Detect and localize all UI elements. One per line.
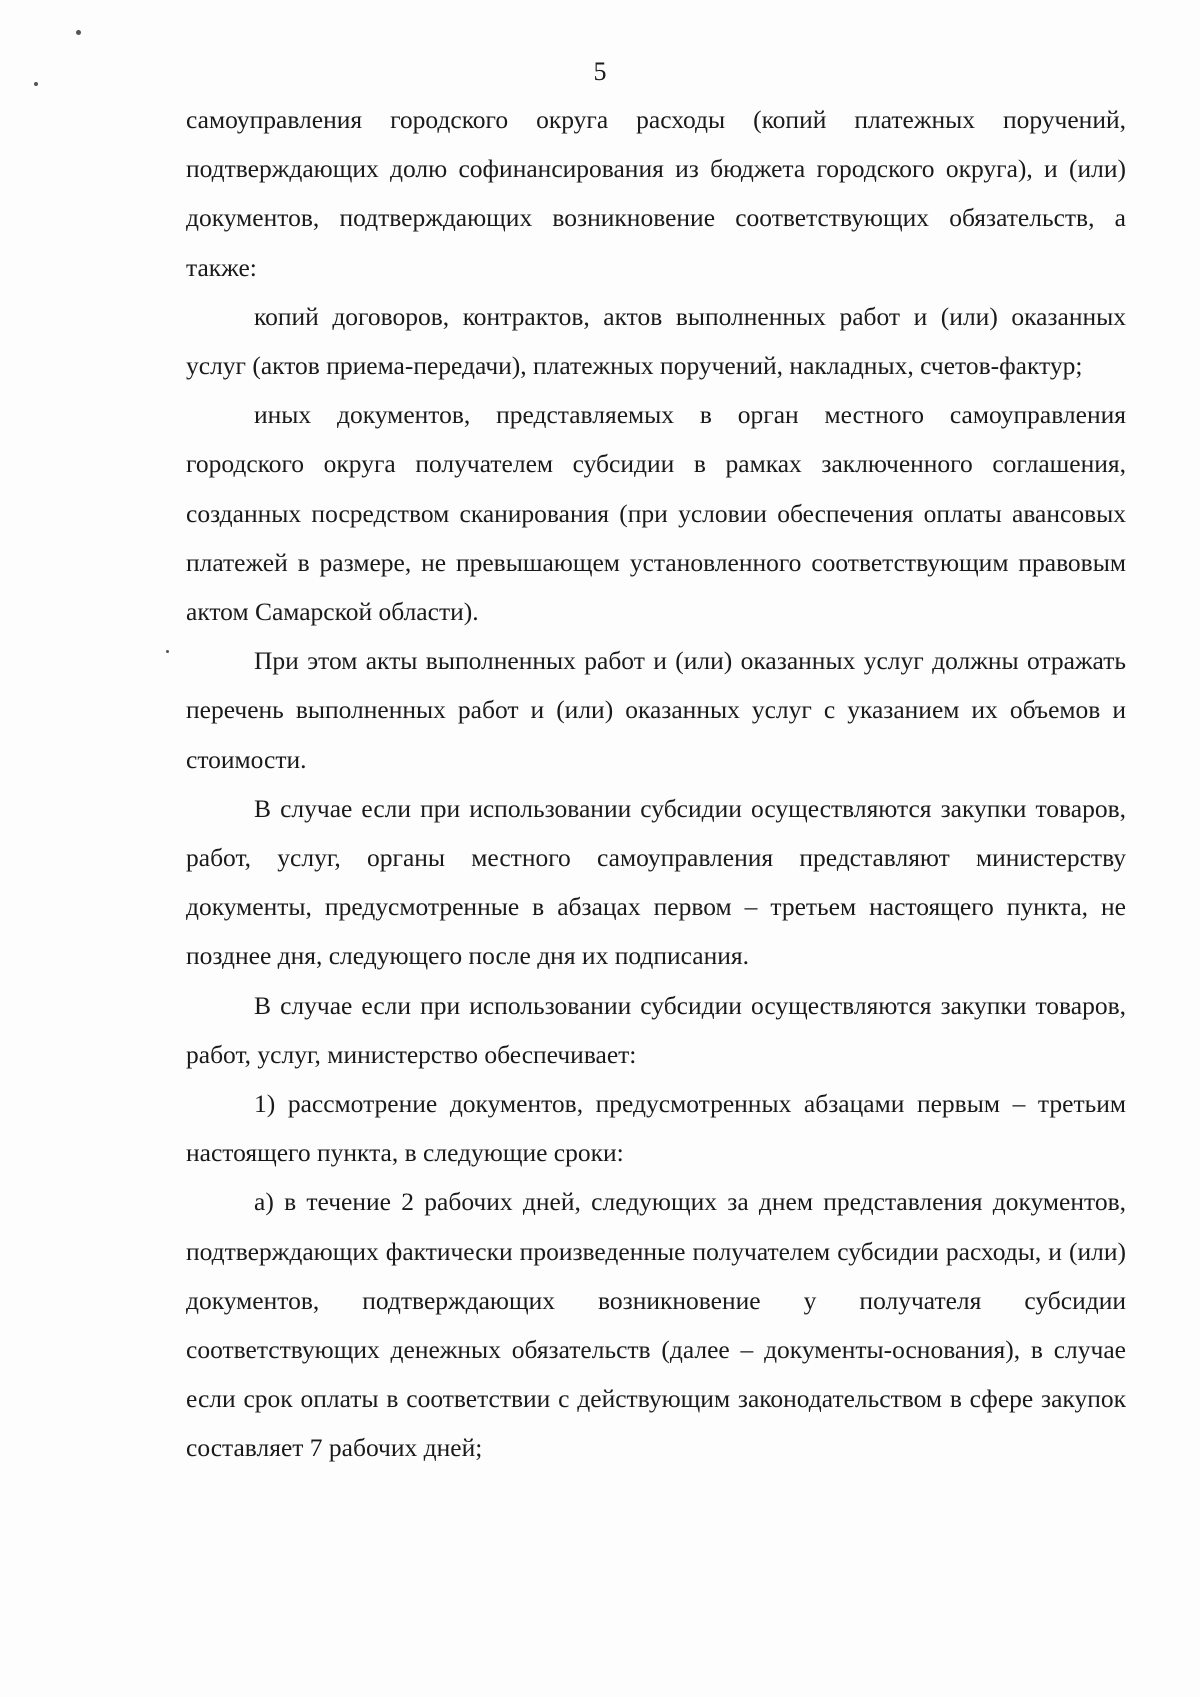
scan-speck — [166, 650, 169, 653]
list-item: 1) рассмотрение документов, предусмотренных абзацами первым – третьим настоящего пункта, в следующие сроки: — [186, 1089, 1126, 1168]
list-subitem: а) в течение 2 рабочих дней, следующих за днем представления документов, подтверждающих фактически произведенные получателем субсидии расходы, и (или) документов, подтверждающих возникновение у получателя субсидии соответствующих денежных обязательств (далее – документы-основания), в случае если срок оплаты в соответствии с действующим законодательством в сфере закупок составляет 7 рабочих дней; — [186, 1187, 1126, 1463]
paragraph: В случае если при использовании субсидии осуществляются закупки товаров, работ, услуг, министерство обеспечивает: — [186, 990, 1126, 1069]
paragraph: При этом акты выполненных работ и (или) оказанных услуг должны отражать перечень выполненных работ и (или) оказанных услуг с указанием их объемов и стоимости. — [186, 646, 1126, 774]
paragraph: В случае если при использовании субсидии осуществляются закупки товаров, работ, услуг, органы местного самоуправления представляют министерству документы, предусмотренные в абзацах первом – третьем настоящего пункта, не позднее дня, следующего после дня их подписания. — [186, 793, 1126, 971]
page-number: 5 — [593, 57, 607, 86]
paragraph-continuation: самоуправления городского округа расходы (копий платежных поручений, подтверждающих долю софинансирования из бюджета городского округа), и (или) документов, подтверждающих возникновение соответствующих обязательств, а также: — [186, 105, 1126, 282]
scan-speck — [76, 30, 81, 35]
document-body — [186, 95, 1126, 1473]
paragraph: копий договоров, контрактов, актов выполненных работ и (или) оказанных услуг (актов приема-передачи), платежных поручений, накладных, счетов-фактур; — [186, 301, 1126, 381]
paragraph: иных документов, представляемых в орган местного самоуправления городского округа получателем субсидии в рамках заключенного соглашения, созданных посредством сканирования (при условии обеспечения оплаты авансовых платежей в размере, не превышающем установленного соответствующим правовым актом Самарской области). — [186, 400, 1126, 627]
